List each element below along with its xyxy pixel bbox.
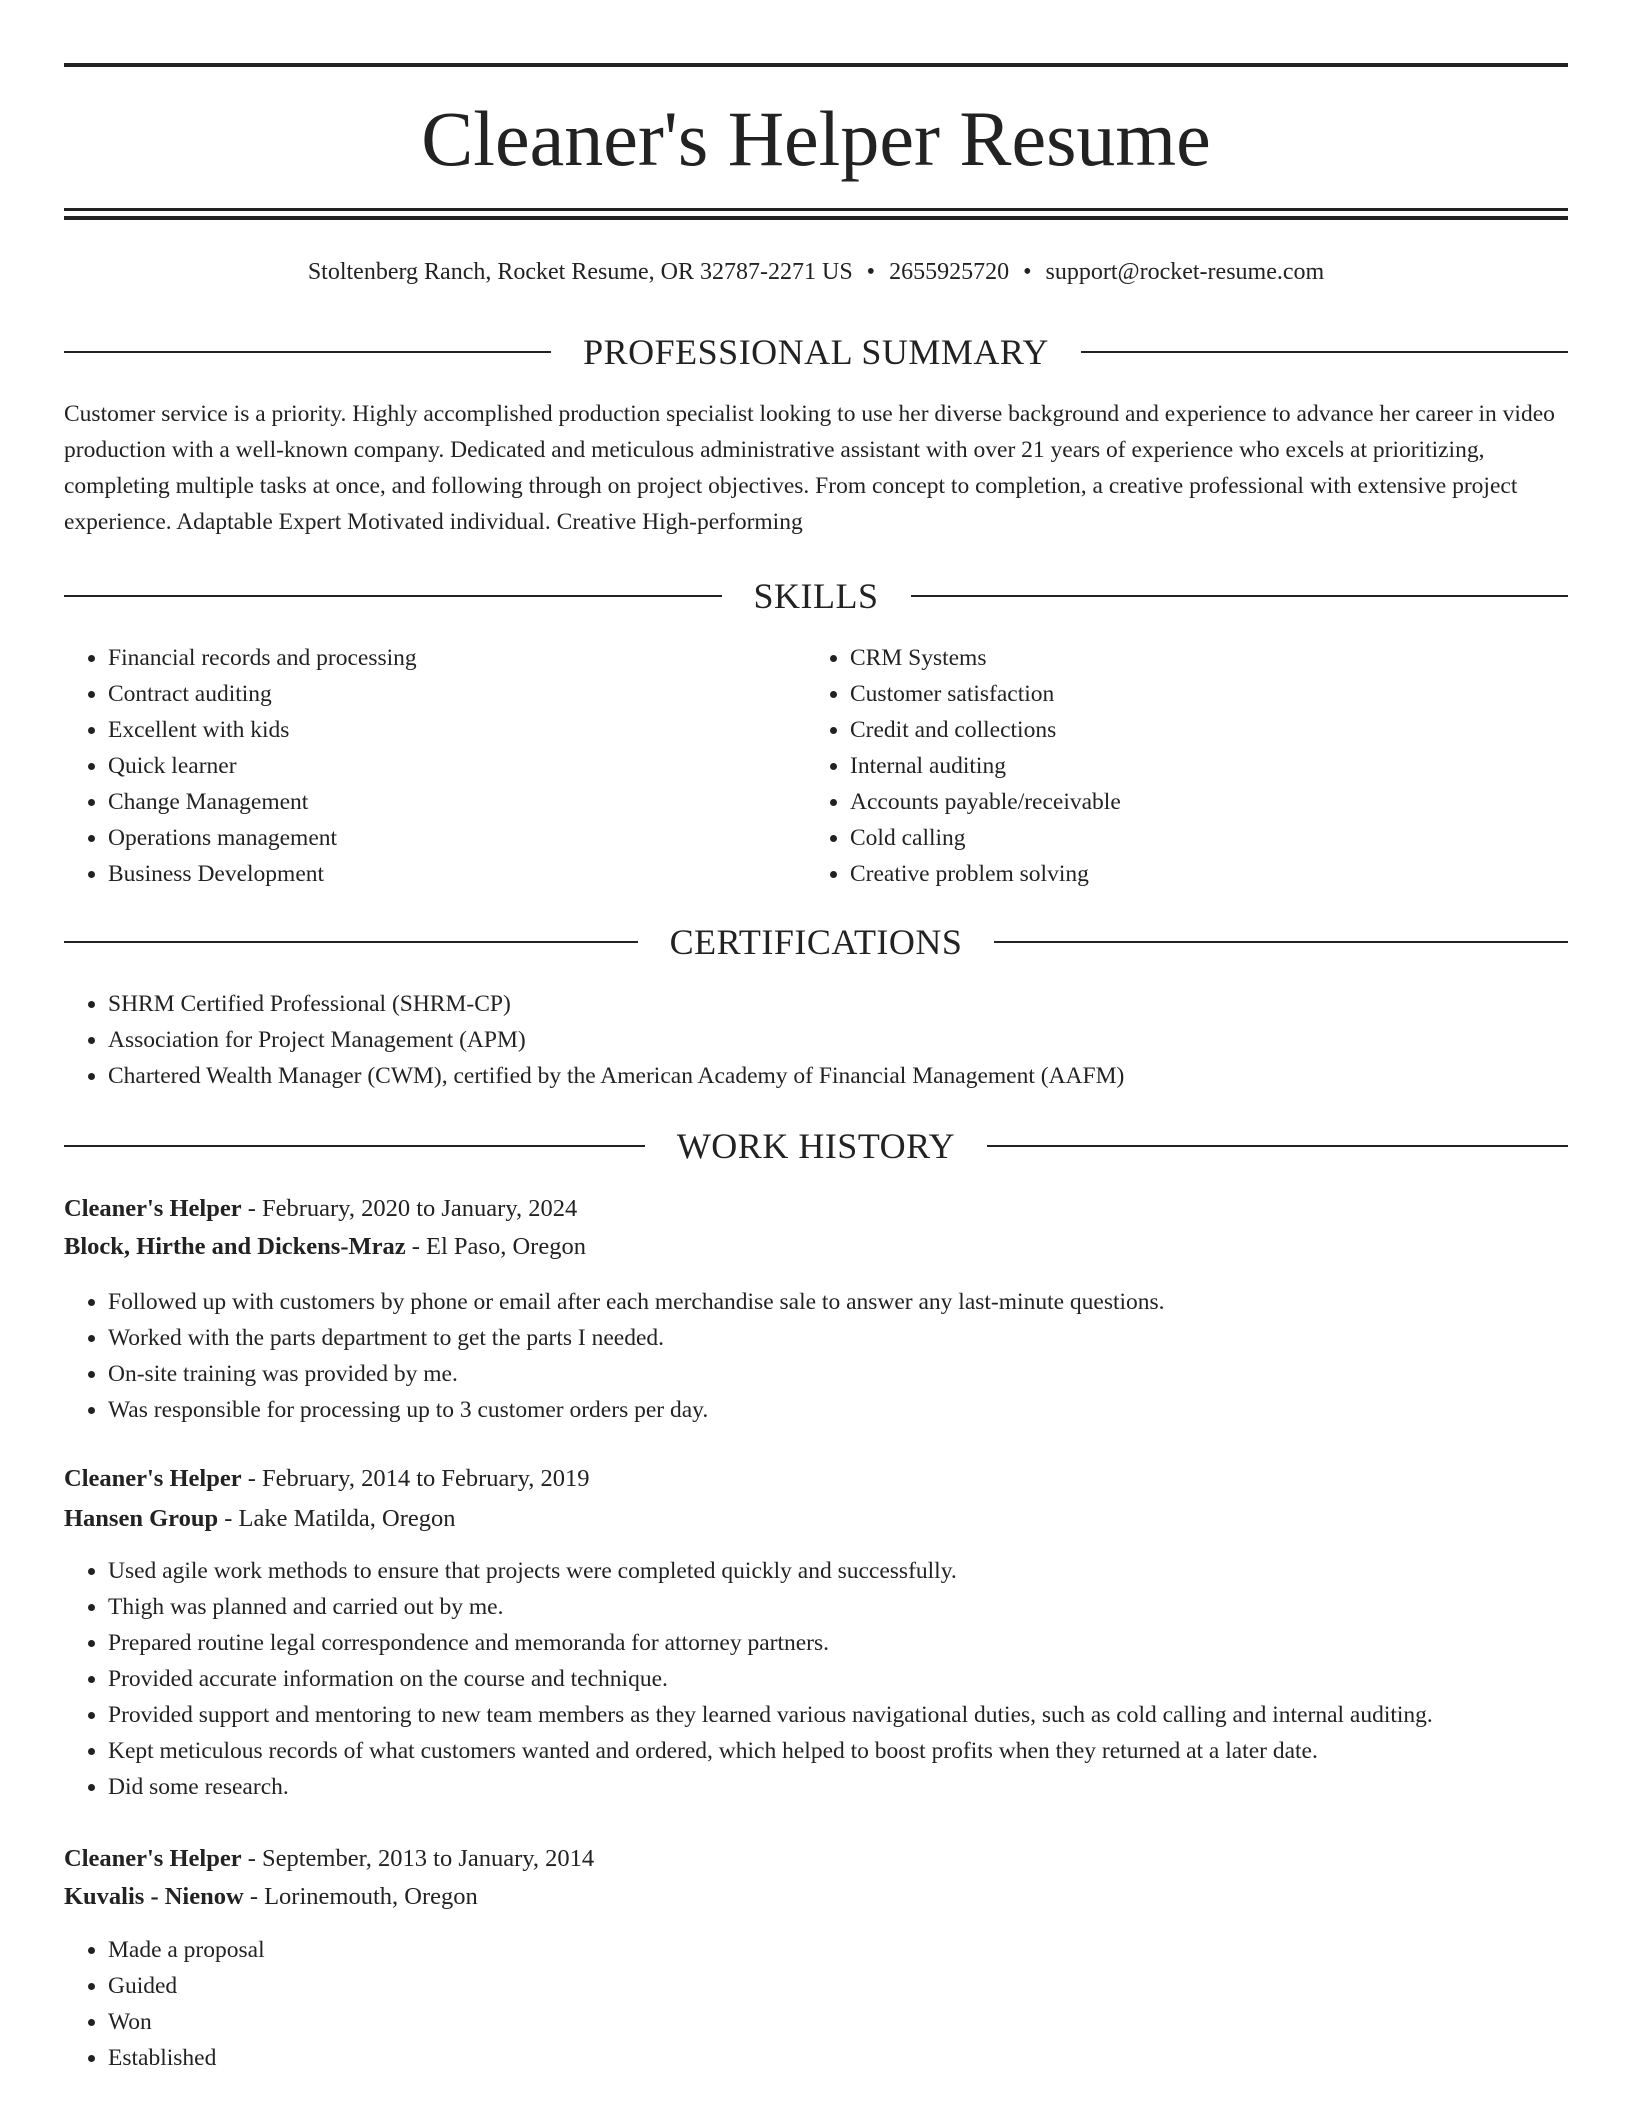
section-rule-left <box>64 595 722 597</box>
job-duty: • Provided support and mentoring to new team members as they learned various navigational duties, such as cold calling and internal auditing. <box>108 1697 1612 1733</box>
section-header-certifications <box>64 920 1568 964</box>
section-title-work-history: WORK HISTORY <box>676 1126 956 1166</box>
certification-item: • SHRM Certified Professional (SHRM-CP) <box>108 986 1612 1022</box>
job-company: Kuvalis - Nienow <box>64 1883 244 1910</box>
job-location: - Lake Matilda, Oregon <box>218 1505 456 1532</box>
job-duty: • Thigh was planned and carried out by me. <box>108 1589 1612 1625</box>
section-rule-left <box>64 1145 645 1147</box>
contact-email[interactable]: support@rocket-resume.com <box>1045 259 1325 285</box>
job-company: Hansen Group <box>64 1505 219 1532</box>
certifications-list <box>64 986 1612 1094</box>
job-duty: • Did some research. <box>108 1769 1612 1805</box>
job-duty: • Was responsible for processing up to 3 customer orders per day. <box>108 1392 1612 1428</box>
job-title-line <box>64 1840 1568 1878</box>
section-title-certifications: CERTIFICATIONS <box>669 922 963 962</box>
job-duty: • Made a proposal <box>108 1932 1612 1968</box>
job-duty: • Kept meticulous records of what customers wanted and ordered, which helped to boost profits when they returned at a later date. <box>108 1733 1612 1769</box>
section-header-work-history <box>64 1124 1568 1168</box>
certification-item: • Chartered Wealth Manager (CWM), certified by the American Academy of Financial Management (AAFM) <box>108 1058 1612 1094</box>
job-duty: • On-site training was provided by me. <box>108 1356 1612 1392</box>
skill-item: • Financial records and processing <box>108 640 848 676</box>
job-duties-list <box>64 1284 1612 1428</box>
job-title: Cleaner's Helper <box>64 1465 242 1492</box>
contact-separator: • <box>1023 259 1032 285</box>
job-title: Cleaner's Helper <box>64 1195 242 1222</box>
title-double-rule <box>64 208 1568 220</box>
section-rule-right <box>1081 351 1568 353</box>
contact-line <box>64 254 1568 290</box>
job-duty: • Won <box>108 2004 1612 2040</box>
job-duty: • Followed up with customers by phone or email after each merchandise sale to answer any last-minute questions. <box>108 1284 1612 1320</box>
skill-item: • Customer satisfaction <box>850 676 1610 712</box>
skill-item: • Contract auditing <box>108 676 848 712</box>
contact-phone: 2655925720 <box>889 259 1010 285</box>
skill-item: • Cold calling <box>850 820 1610 856</box>
job-location: - Lorinemouth, Oregon <box>243 1883 478 1910</box>
job-duty: • Worked with the parts department to get the parts I needed. <box>108 1320 1612 1356</box>
job-dates: - February, 2014 to February, 2019 <box>241 1465 590 1492</box>
job-dates: - September, 2013 to January, 2014 <box>241 1845 595 1872</box>
skill-item: • Change Management <box>108 784 848 820</box>
job-title-line <box>64 1460 1568 1498</box>
skill-item: • Quick learner <box>108 748 848 784</box>
job-company-line <box>64 1228 1568 1266</box>
skill-item: • Creative problem solving <box>850 856 1610 892</box>
skill-item: • Excellent with kids <box>108 712 848 748</box>
job-duty: • Guided <box>108 1968 1612 2004</box>
skill-item: • Internal auditing <box>850 748 1610 784</box>
skill-item: • Credit and collections <box>850 712 1610 748</box>
contact-separator: • <box>866 259 876 285</box>
skills-list-left <box>64 640 848 892</box>
section-rule-right <box>987 1145 1568 1147</box>
job-dates: - February, 2020 to January, 2024 <box>241 1195 578 1222</box>
top-rule <box>64 63 1568 67</box>
job-duty: • Established <box>108 2040 1612 2076</box>
section-title-summary: PROFESSIONAL SUMMARY <box>583 332 1049 372</box>
summary-text: Customer service is a priority. Highly accomplished production specialist looking to use her diverse background and experience to advance her career in video production with a well-known company. Dedicated and meticulous administrative assistant with over 21 years of experience who excels at prioritizing, completing multiple tasks at once, and following through on project objectives. From concept to completion, a creative professional with extensive project experience. Adaptable Expert Motivated individual. Creative High-performing <box>64 401 1555 535</box>
job-duty: • Used agile work methods to ensure that projects were completed quickly and successfully. <box>108 1553 1612 1589</box>
section-rule-left <box>64 941 638 943</box>
certification-item: • Association for Project Management (APM) <box>108 1022 1612 1058</box>
section-rule-right <box>994 941 1568 943</box>
skill-item: • Accounts payable/receivable <box>850 784 1610 820</box>
skill-item: • Business Development <box>108 856 848 892</box>
job-company-line <box>64 1878 1568 1916</box>
section-title-skills: SKILLS <box>753 576 879 616</box>
job-location: - El Paso, Oregon <box>405 1233 586 1260</box>
job-duty: • Provided accurate information on the course and technique. <box>108 1661 1612 1697</box>
job-duties-list <box>64 1932 1612 2076</box>
job-company: Block, Hirthe and Dickens-Mraz <box>64 1233 406 1260</box>
job-title-line <box>64 1190 1568 1228</box>
rule-upper <box>64 208 1568 211</box>
resume-title: Cleaner's Helper Resume <box>421 95 1211 182</box>
job-duties-list <box>64 1553 1612 1805</box>
skill-item: • CRM Systems <box>850 640 1610 676</box>
section-rule-left <box>64 351 551 353</box>
skills-list-right <box>806 640 1610 892</box>
section-header-skills <box>64 574 1568 618</box>
job-title: Cleaner's Helper <box>64 1845 242 1872</box>
section-rule-right <box>911 595 1569 597</box>
job-duty: • Prepared routine legal correspondence and memoranda for attorney partners. <box>108 1625 1612 1661</box>
section-header-summary <box>64 330 1568 374</box>
contact-address: Stoltenberg Ranch, Rocket Resume, OR 32787-2271 US <box>307 259 853 285</box>
rule-lower <box>64 216 1568 220</box>
skill-item: • Operations management <box>108 820 848 856</box>
job-company-line <box>64 1500 1568 1538</box>
